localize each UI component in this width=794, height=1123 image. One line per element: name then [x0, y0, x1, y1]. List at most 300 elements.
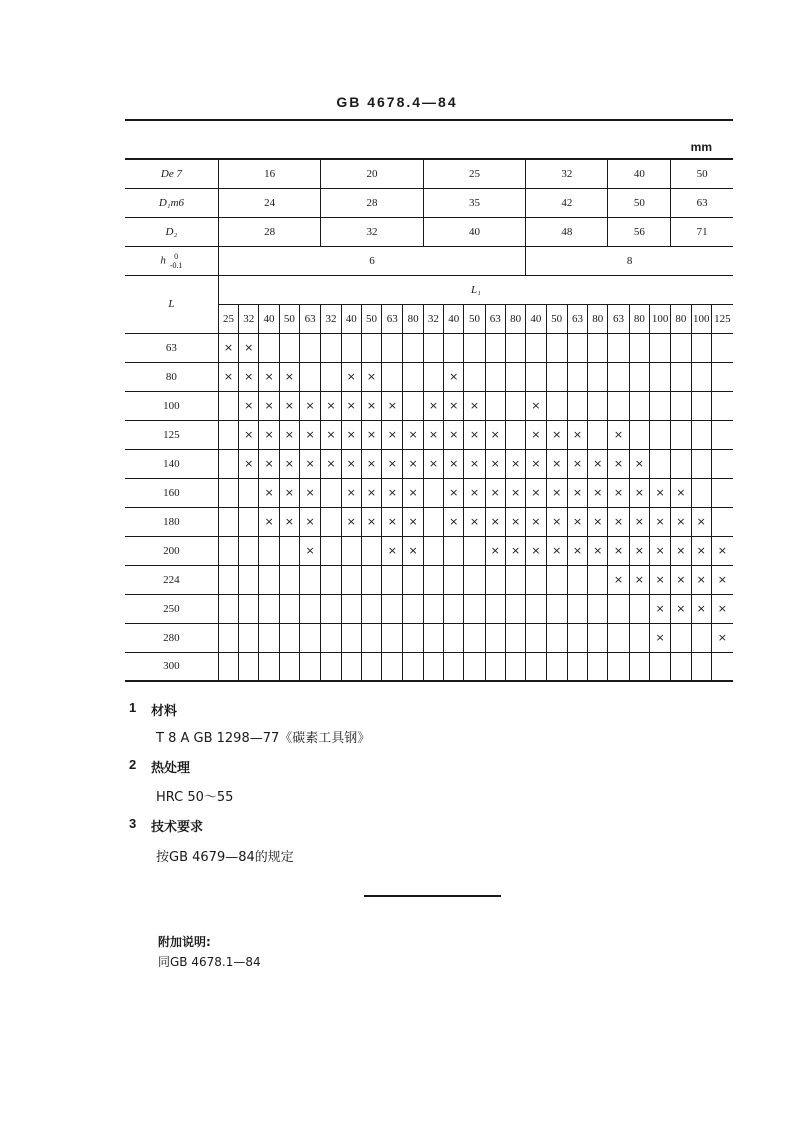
- mark-cell: [299, 478, 320, 507]
- mark-cell: [464, 449, 485, 478]
- cross-mark: ×: [593, 457, 603, 470]
- mark-cell: [239, 333, 259, 362]
- cross-mark: ×: [613, 515, 624, 528]
- mark-cell: [279, 507, 299, 536]
- mark-cell: [341, 420, 361, 449]
- mark-cell: [382, 652, 403, 681]
- mark-cell: [361, 536, 381, 565]
- cross-mark: ×: [613, 544, 624, 557]
- mark-cell: [239, 391, 259, 420]
- mark-cell: [526, 449, 546, 478]
- mark-cell: [382, 362, 403, 391]
- mark-cell: [321, 652, 341, 681]
- cross-mark: ×: [346, 515, 356, 528]
- mark-cell: [711, 565, 733, 594]
- mark-cell: [403, 594, 423, 623]
- section-divider: [364, 895, 501, 897]
- mark-cell: [546, 478, 567, 507]
- cross-mark: ×: [408, 544, 418, 557]
- cross-mark: ×: [326, 457, 336, 470]
- mark-cell: [341, 391, 361, 420]
- section-2-number: 2: [129, 757, 137, 772]
- mark-cell: [321, 420, 341, 449]
- cross-mark: ×: [366, 370, 377, 383]
- cross-mark: ×: [366, 486, 377, 499]
- cross-mark: ×: [346, 486, 356, 499]
- mark-cell: [279, 362, 299, 391]
- mark-cell: [649, 449, 670, 478]
- l1-value: 125: [711, 304, 733, 333]
- cross-mark: ×: [593, 486, 603, 499]
- cross-mark: ×: [366, 399, 377, 412]
- mark-cell: [505, 652, 525, 681]
- mark-cell: [321, 594, 341, 623]
- mark-cell: [361, 449, 381, 478]
- mark-cell: [505, 623, 525, 652]
- mark-cell: [279, 536, 299, 565]
- mark-cell: [464, 362, 485, 391]
- mark-cell: [341, 507, 361, 536]
- cross-mark: ×: [676, 544, 686, 557]
- mark-cell: [567, 565, 587, 594]
- cross-mark: ×: [531, 399, 541, 412]
- mark-cell: [423, 478, 443, 507]
- mark-cell: [588, 507, 608, 536]
- mark-cell: [567, 594, 587, 623]
- l1-value: 25: [218, 304, 238, 333]
- mark-cell: [218, 507, 238, 536]
- section-3-body: 按GB 4679—84的规定: [156, 850, 294, 865]
- cross-mark: ×: [696, 544, 706, 557]
- mark-cell: [608, 391, 629, 420]
- mark-cell: [505, 594, 525, 623]
- cross-mark: ×: [387, 428, 397, 441]
- l1-value: 100: [691, 304, 711, 333]
- mark-cell: [423, 623, 443, 652]
- mark-cell: [546, 420, 567, 449]
- mark-cell: [361, 333, 381, 362]
- cross-mark: ×: [655, 573, 665, 586]
- cross-mark: ×: [572, 515, 583, 528]
- mark-cell: [546, 362, 567, 391]
- mark-cell: [526, 623, 546, 652]
- cross-mark: ×: [655, 515, 665, 528]
- cross-mark: ×: [634, 457, 644, 470]
- cross-mark: ×: [408, 515, 418, 528]
- mark-cell: [588, 623, 608, 652]
- mark-cell: [444, 449, 464, 478]
- mark-cell: [259, 507, 279, 536]
- cross-mark: ×: [264, 515, 274, 528]
- mark-cell: [711, 594, 733, 623]
- mark-cell: [218, 391, 238, 420]
- mark-cell: [341, 652, 361, 681]
- mark-cell: [423, 362, 443, 391]
- mark-cell: [382, 478, 403, 507]
- cross-mark: ×: [717, 602, 728, 615]
- cross-mark: ×: [366, 457, 377, 470]
- section-1-body: T 8 A GB 1298—77《碳素工具钢》: [156, 731, 371, 746]
- mark-cell: [299, 362, 320, 391]
- l-label: L: [125, 275, 218, 333]
- mark-cell: [361, 478, 381, 507]
- mark-cell: [629, 333, 649, 362]
- mark-cell: [608, 362, 629, 391]
- l-row-label: 160: [125, 478, 218, 507]
- mark-cell: [423, 536, 443, 565]
- l-row-label: 224: [125, 565, 218, 594]
- l1-value: 80: [588, 304, 608, 333]
- mark-cell: [711, 536, 733, 565]
- de7-value: 25: [423, 159, 525, 188]
- mark-cell: [588, 478, 608, 507]
- mark-cell: [629, 594, 649, 623]
- mark-cell: [321, 449, 341, 478]
- mark-cell: [321, 478, 341, 507]
- l1-value: 32: [321, 304, 341, 333]
- mark-cell: [485, 594, 505, 623]
- mark-cell: [403, 420, 423, 449]
- cross-mark: ×: [655, 602, 665, 615]
- cross-mark: ×: [676, 515, 686, 528]
- mark-cell: [218, 420, 238, 449]
- cross-mark: ×: [387, 486, 397, 499]
- mark-cell: [505, 333, 525, 362]
- mark-cell: [526, 391, 546, 420]
- mark-cell: [485, 420, 505, 449]
- mark-cell: [526, 652, 546, 681]
- cross-mark: ×: [676, 486, 686, 499]
- mark-cell: [279, 623, 299, 652]
- mark-cell: [588, 333, 608, 362]
- document-header: GB 4678.4—84: [336, 94, 458, 110]
- l1-value: 63: [608, 304, 629, 333]
- mark-cell: [567, 420, 587, 449]
- mark-cell: [567, 652, 587, 681]
- mark-cell: [629, 507, 649, 536]
- mark-cell: [403, 565, 423, 594]
- cross-mark: ×: [469, 486, 480, 499]
- mark-cell: [546, 333, 567, 362]
- mark-cell: [671, 507, 691, 536]
- cross-mark: ×: [305, 399, 315, 412]
- mark-cell: [239, 478, 259, 507]
- mark-cell: [361, 391, 381, 420]
- cross-mark: ×: [613, 486, 624, 499]
- mark-cell: [671, 594, 691, 623]
- cross-mark: ×: [387, 399, 397, 412]
- mark-cell: [546, 565, 567, 594]
- cross-mark: ×: [449, 399, 459, 412]
- mark-cell: [382, 536, 403, 565]
- mark-cell: [259, 391, 279, 420]
- cross-mark: ×: [572, 428, 583, 441]
- mark-cell: [671, 420, 691, 449]
- mark-cell: [403, 449, 423, 478]
- cross-mark: ×: [326, 428, 336, 441]
- mark-cell: [464, 391, 485, 420]
- mark-cell: [711, 391, 733, 420]
- mark-cell: [526, 333, 546, 362]
- mark-cell: [485, 333, 505, 362]
- mark-cell: [321, 333, 341, 362]
- mark-cell: [546, 594, 567, 623]
- cross-mark: ×: [469, 428, 480, 441]
- mark-cell: [691, 449, 711, 478]
- l1-value: 63: [299, 304, 320, 333]
- cross-mark: ×: [244, 457, 254, 470]
- mark-cell: [382, 333, 403, 362]
- cross-mark: ×: [223, 341, 234, 354]
- mark-cell: [671, 449, 691, 478]
- cross-mark: ×: [510, 457, 521, 470]
- mark-cell: [382, 594, 403, 623]
- mark-cell: [321, 362, 341, 391]
- mark-cell: [444, 536, 464, 565]
- mark-cell: [239, 536, 259, 565]
- mark-cell: [546, 507, 567, 536]
- mark-cell: [649, 565, 670, 594]
- mark-cell: [239, 420, 259, 449]
- mark-cell: [671, 391, 691, 420]
- mark-cell: [546, 623, 567, 652]
- mark-cell: [361, 362, 381, 391]
- cross-mark: ×: [264, 457, 274, 470]
- header-rule: [125, 119, 733, 121]
- mark-cell: [588, 362, 608, 391]
- l-row-label: 100: [125, 391, 218, 420]
- l1-value: 63: [485, 304, 505, 333]
- mark-cell: [403, 652, 423, 681]
- cross-mark: ×: [305, 457, 315, 470]
- mark-cell: [649, 391, 670, 420]
- mark-cell: [485, 623, 505, 652]
- mark-cell: [526, 594, 546, 623]
- mark-cell: [671, 652, 691, 681]
- mark-cell: [321, 565, 341, 594]
- mark-cell: [279, 333, 299, 362]
- cross-mark: ×: [387, 515, 397, 528]
- cross-mark: ×: [655, 544, 665, 557]
- unit-label: mm: [690, 140, 712, 154]
- mark-cell: [423, 420, 443, 449]
- l1-value: 32: [423, 304, 443, 333]
- mark-cell: [464, 478, 485, 507]
- l-row-label: 80: [125, 362, 218, 391]
- d1m6-value: 42: [526, 188, 608, 217]
- d2-label: D₂: [125, 217, 218, 246]
- mark-cell: [505, 362, 525, 391]
- mark-cell: [239, 652, 259, 681]
- mark-cell: [464, 565, 485, 594]
- l-row-label: 125: [125, 420, 218, 449]
- cross-mark: ×: [264, 370, 274, 383]
- mark-cell: [485, 391, 505, 420]
- mark-cell: [299, 565, 320, 594]
- mark-cell: [444, 391, 464, 420]
- dimension-table: [125, 158, 733, 682]
- cross-mark: ×: [284, 457, 294, 470]
- mark-cell: [444, 652, 464, 681]
- mark-cell: [526, 420, 546, 449]
- mark-cell: [361, 623, 381, 652]
- mark-cell: [321, 391, 341, 420]
- cross-mark: ×: [676, 602, 686, 615]
- mark-cell: [505, 536, 525, 565]
- h-value: 6: [218, 246, 525, 275]
- mark-cell: [608, 507, 629, 536]
- cross-mark: ×: [531, 515, 541, 528]
- mark-cell: [423, 565, 443, 594]
- cross-mark: ×: [531, 544, 541, 557]
- mark-cell: [444, 362, 464, 391]
- cross-mark: ×: [510, 486, 521, 499]
- mark-cell: [691, 652, 711, 681]
- mark-cell: [608, 420, 629, 449]
- mark-cell: [299, 507, 320, 536]
- mark-cell: [403, 478, 423, 507]
- mark-cell: [505, 507, 525, 536]
- mark-cell: [711, 420, 733, 449]
- mark-cell: [423, 391, 443, 420]
- mark-cell: [444, 565, 464, 594]
- l-row-label: 200: [125, 536, 218, 565]
- mark-cell: [299, 449, 320, 478]
- cross-mark: ×: [531, 486, 541, 499]
- mark-cell: [259, 652, 279, 681]
- mark-cell: [361, 565, 381, 594]
- mark-cell: [485, 507, 505, 536]
- cross-mark: ×: [387, 457, 397, 470]
- d2-value: 71: [671, 217, 733, 246]
- mark-cell: [546, 449, 567, 478]
- cross-mark: ×: [552, 428, 562, 441]
- mark-cell: [279, 478, 299, 507]
- l1-value: 50: [464, 304, 485, 333]
- d2-value: 28: [218, 217, 320, 246]
- cross-mark: ×: [490, 457, 500, 470]
- mark-cell: [382, 565, 403, 594]
- mark-cell: [629, 652, 649, 681]
- cross-mark: ×: [655, 486, 665, 499]
- mark-cell: [649, 362, 670, 391]
- mark-cell: [239, 507, 259, 536]
- mark-cell: [259, 333, 279, 362]
- cross-mark: ×: [613, 457, 624, 470]
- mark-cell: [382, 449, 403, 478]
- mark-cell: [588, 565, 608, 594]
- mark-cell: [259, 478, 279, 507]
- mark-cell: [279, 652, 299, 681]
- mark-cell: [279, 420, 299, 449]
- mark-cell: [239, 565, 259, 594]
- l1-value: 50: [546, 304, 567, 333]
- mark-cell: [485, 565, 505, 594]
- cross-mark: ×: [244, 428, 254, 441]
- mark-cell: [608, 333, 629, 362]
- mark-cell: [671, 623, 691, 652]
- cross-mark: ×: [428, 457, 439, 470]
- mark-cell: [608, 594, 629, 623]
- d1m6-label: D₁m6: [125, 188, 218, 217]
- cross-mark: ×: [469, 399, 480, 412]
- h-tolerance-lower: -0.1: [169, 260, 183, 270]
- mark-cell: [423, 449, 443, 478]
- l1-label: L₁: [218, 275, 733, 304]
- cross-mark: ×: [449, 428, 459, 441]
- cross-mark: ×: [676, 573, 686, 586]
- mark-cell: [649, 536, 670, 565]
- mark-cell: [218, 362, 238, 391]
- mark-cell: [526, 362, 546, 391]
- cross-mark: ×: [346, 399, 356, 412]
- section-2-body: HRC 50～55: [156, 790, 234, 805]
- l1-value: 40: [341, 304, 361, 333]
- mark-cell: [341, 594, 361, 623]
- mark-cell: [546, 652, 567, 681]
- mark-cell: [691, 362, 711, 391]
- l-row-label: 250: [125, 594, 218, 623]
- mark-cell: [259, 536, 279, 565]
- cross-mark: ×: [244, 399, 254, 412]
- mark-cell: [567, 391, 587, 420]
- cross-mark: ×: [655, 631, 665, 644]
- mark-cell: [464, 333, 485, 362]
- mark-cell: [588, 594, 608, 623]
- mark-cell: [444, 594, 464, 623]
- mark-cell: [239, 362, 259, 391]
- l1-value: 80: [403, 304, 423, 333]
- mark-cell: [341, 449, 361, 478]
- cross-mark: ×: [346, 428, 356, 441]
- mark-cell: [279, 449, 299, 478]
- mark-cell: [259, 362, 279, 391]
- d2-value: 40: [423, 217, 525, 246]
- mark-cell: [526, 565, 546, 594]
- mark-cell: [259, 420, 279, 449]
- mark-cell: [403, 391, 423, 420]
- de7-value: 16: [218, 159, 320, 188]
- mark-cell: [567, 449, 587, 478]
- mark-cell: [299, 652, 320, 681]
- mark-cell: [505, 391, 525, 420]
- mark-cell: [691, 594, 711, 623]
- cross-mark: ×: [717, 631, 728, 644]
- cross-mark: ×: [552, 544, 562, 557]
- mark-cell: [567, 623, 587, 652]
- h-label: [125, 246, 218, 275]
- l1-value: 40: [259, 304, 279, 333]
- cross-mark: ×: [326, 399, 336, 412]
- cross-mark: ×: [593, 515, 603, 528]
- cross-mark: ×: [510, 515, 521, 528]
- mark-cell: [218, 449, 238, 478]
- cross-mark: ×: [244, 370, 254, 383]
- mark-cell: [464, 420, 485, 449]
- mark-cell: [382, 623, 403, 652]
- mark-cell: [361, 594, 381, 623]
- mark-cell: [382, 391, 403, 420]
- l1-value: 63: [382, 304, 403, 333]
- d2-value: 48: [526, 217, 608, 246]
- mark-cell: [218, 565, 238, 594]
- mark-cell: [629, 536, 649, 565]
- mark-cell: [279, 565, 299, 594]
- mark-cell: [567, 478, 587, 507]
- mark-cell: [588, 536, 608, 565]
- cross-mark: ×: [634, 486, 644, 499]
- l1-value: 80: [671, 304, 691, 333]
